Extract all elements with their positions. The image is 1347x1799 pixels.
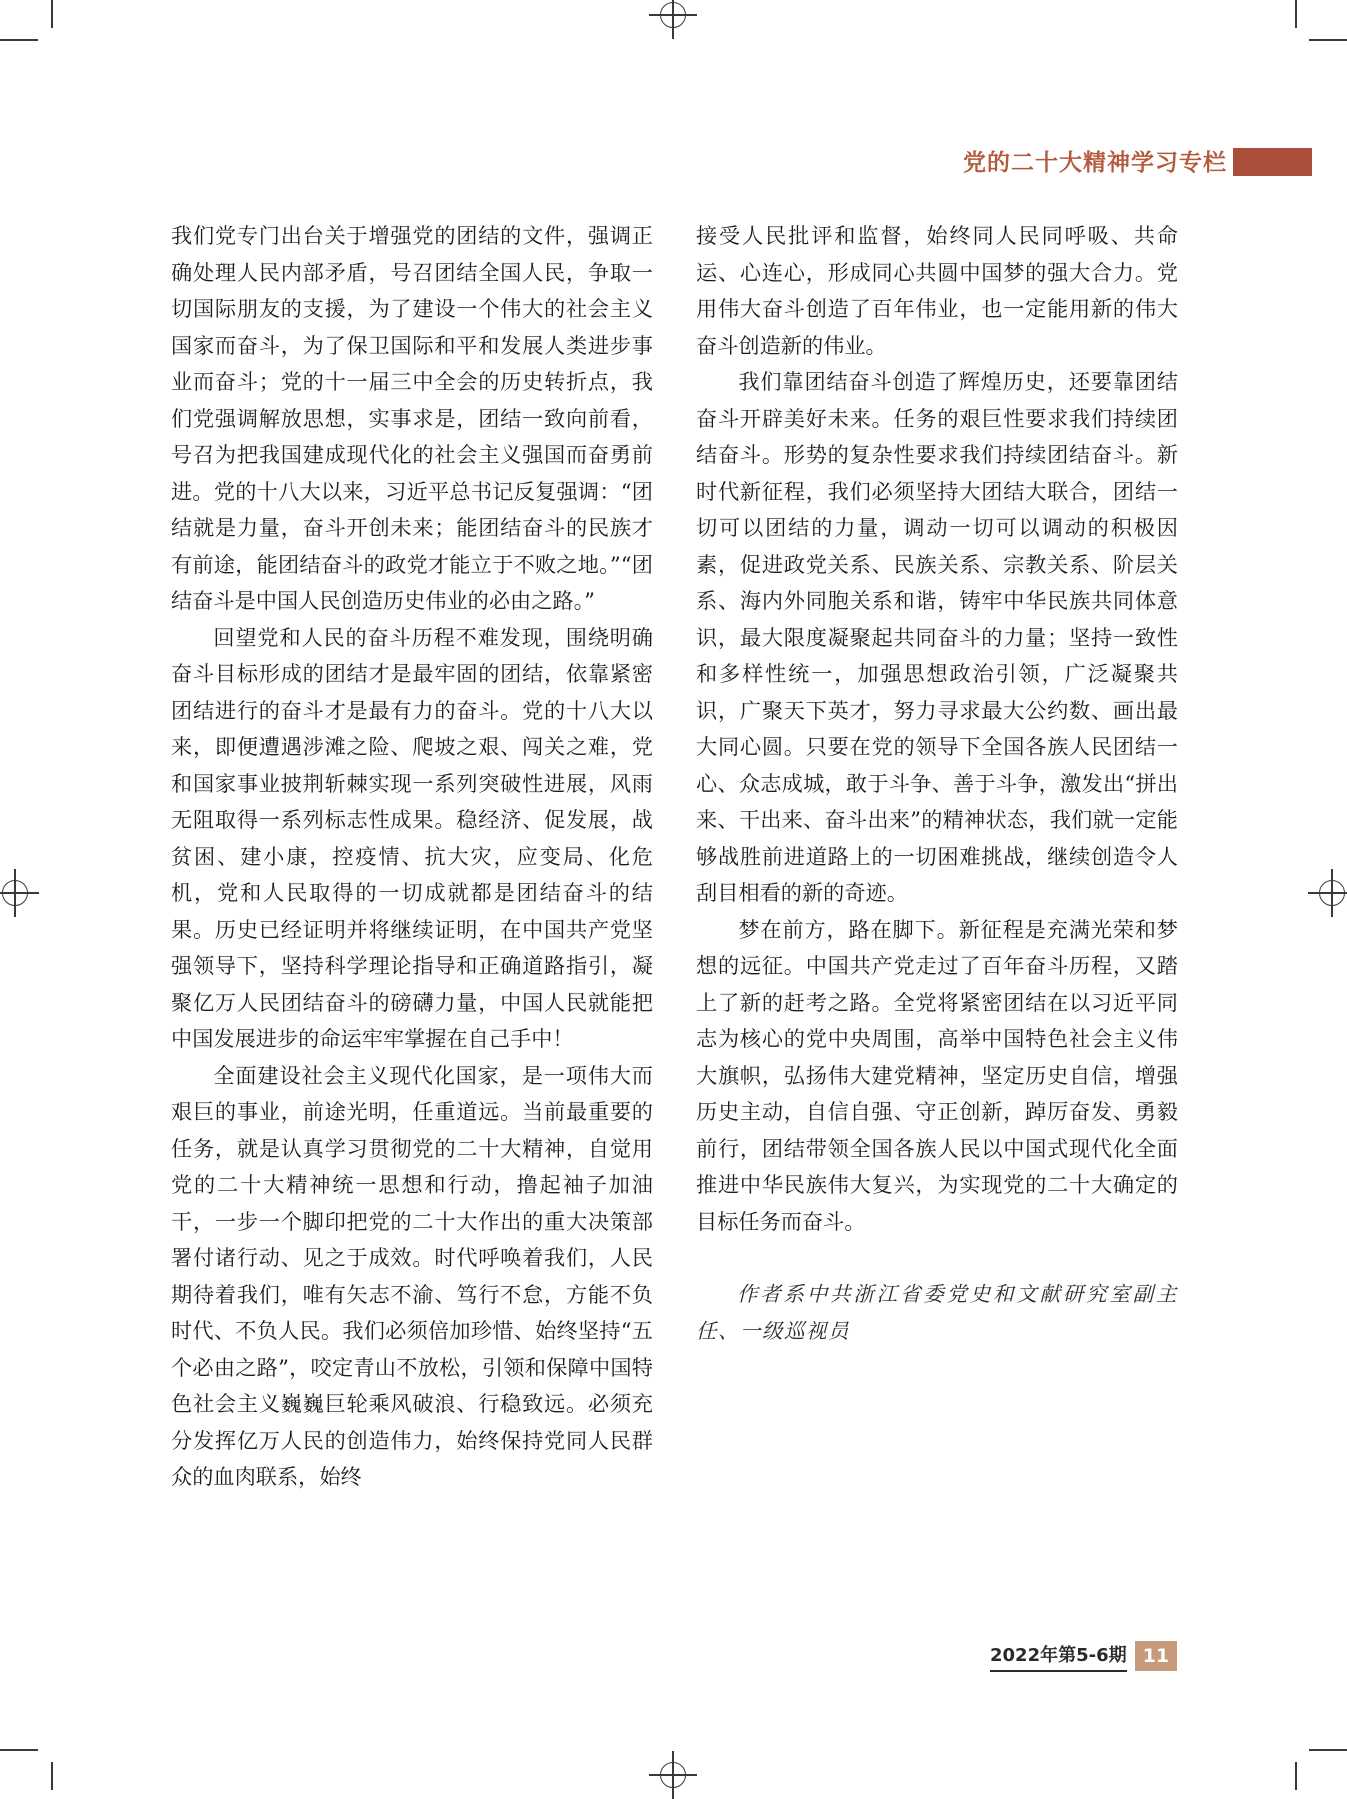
author-note: 作者系中共浙江省委党史和文献研究室副主任、一级巡视员 — [696, 1282, 1178, 1343]
issue-label: 2022年第5-6期 — [990, 1641, 1127, 1672]
paragraph: 全面建设社会主义现代化国家，是一项伟大而艰巨的事业，前途光明，任重道远。当前最重要的任务，就是认真学习贯彻党的二十大精神，自觉用党的二十大精神统一思想和行动，撸起袖子加油干，一步一个脚印把党的二十大作出的重大决策部署付诸行动、见之于成效。时代呼唤着我们，人民期待着我们，唯有矢志不渝、笃行不怠，方能不负时代、不负人民。我们必须倍加珍惜、始终坚持“五个必由之路”，咬定青山不放松，引领和保障中国特色社会主义巍巍巨轮乘风破浪、行稳致远。必须充分发挥亿万人民的创造伟力，始终保持党同人民群众的血肉联系，始终 — [171, 1062, 653, 1489]
paragraph: 梦在前方，路在脚下。新征程是充满光荣和梦想的远征。中国共产党走过了百年奋斗历程，又踏上了新的赶考之路。全党将紧密团结在以习近平同志为核心的党中央周围，高举中国特色社会主义伟大旗帜，弘扬伟大建党精神，坚定历史自信，增强历史主动，自信自强、守正创新，踔厉奋发、勇毅前行，团结带领全国各族人民以中国式现代化全面推进中华民族伟大复兴，为实现党的二十大确定的目标任务而奋斗。 — [696, 916, 1178, 1234]
section-title: 党的二十大精神学习专栏 — [963, 150, 1227, 176]
registration-mark-top-icon — [660, 2, 686, 28]
paragraph: 我们党专门出台关于增强党的团结的文件，强调正确处理人民内部矛盾，号召团结全国人民，争取一切国际朋友的支援，为了建设一个伟大的社会主义国家而奋斗，为了保卫国际和平和发展人类进步事业而奋斗；党的十一届三中全会的历史转折点，我们党强调解放思想，实事求是，团结一致向前看，号召为把我国建成现代化的社会主义强国而奋勇前进。党的十八大以来，习近平总书记反复强调：“团结就是力量，奋斗开创未来；能团结奋斗的民族才有前途，能团结奋斗的政党才能立于不败之地。”“团结奋斗是中国人民创造历史伟业的必由之路。” — [171, 223, 653, 613]
page-number: 11 — [1135, 1641, 1177, 1671]
paragraph: 回望党和人民的奋斗历程不难发现，围绕明确奋斗目标形成的团结才是最牢固的团结，依靠紧密团结进行的奋斗才是最有力的奋斗。党的十八大以来，即便遭遇涉滩之险、爬坡之艰、闯关之难，党和国家事业披荆斩棘实现一系列突破性进展，风雨无阻取得一系列标志性成果。稳经济、促发展，战贫困、建小康，控疫情、抗大灾，应变局、化危机，党和人民取得的一切成就都是团结奋斗的结果。历史已经证明并将继续证明，在中国共产党坚强领导下，坚持科学理论指导和正确道路指引，凝聚亿万人民团结奋斗的磅礴力量，中国人民就能把中国发展进步的命运牢牢掌握在自己手中！ — [171, 624, 653, 1051]
crop-mark-top-right-v — [1295, 0, 1297, 28]
crop-mark-top-left-v — [51, 0, 53, 28]
crop-mark-bottom-right-h — [1309, 1749, 1347, 1751]
section-title-bar — [1233, 148, 1312, 176]
crop-mark-top-left-h — [0, 39, 38, 41]
crop-mark-bottom-left-h — [0, 1749, 38, 1751]
paragraph: 我们靠团结奋斗创造了辉煌历史，还要靠团结奋斗开辟美好未来。任务的艰巨性要求我们持续团结奋斗。形势的复杂性要求我们持续团结奋斗。新时代新征程，我们必须坚持大团结大联合，团结一切可以团结的力量，调动一切可以调动的积极因素，促进政党关系、民族关系、宗教关系、阶层关系、海内外同胞关系和谐，铸牢中华民族共同体意识，最大限度凝聚起共同奋斗的力量；坚持一致性和多样性统一，加强思想政治引领，广泛凝聚共识，广聚天下英才，努力寻求最大公约数、画出最大同心圆。只要在党的领导下全国各族人民团结一心、众志成城，敢于斗争、善于斗争，激发出“拼出来、干出来、奋斗出来”的精神状态，我们就一定能够战胜前进道路上的一切困难挑战，继续创造令人刮目相看的新的奇迹。 — [696, 369, 1178, 905]
page-footer — [990, 1641, 1177, 1671]
left-column — [171, 218, 653, 1496]
paragraph: 接受人民批评和监督，始终同人民同呼吸、共命运、心连心，形成同心共圆中国梦的强大合力。党用伟大奋斗创造了百年伟业，也一定能用新的伟大奋斗创造新的伟业。 — [696, 223, 1178, 358]
registration-mark-left-icon — [2, 880, 28, 906]
right-column — [696, 218, 1178, 1349]
registration-mark-right-icon — [1319, 880, 1345, 906]
crop-mark-top-right-h — [1309, 39, 1347, 41]
registration-mark-bottom-icon — [660, 1762, 686, 1788]
crop-mark-bottom-right-v — [1295, 1762, 1297, 1790]
crop-mark-bottom-left-v — [51, 1762, 53, 1790]
